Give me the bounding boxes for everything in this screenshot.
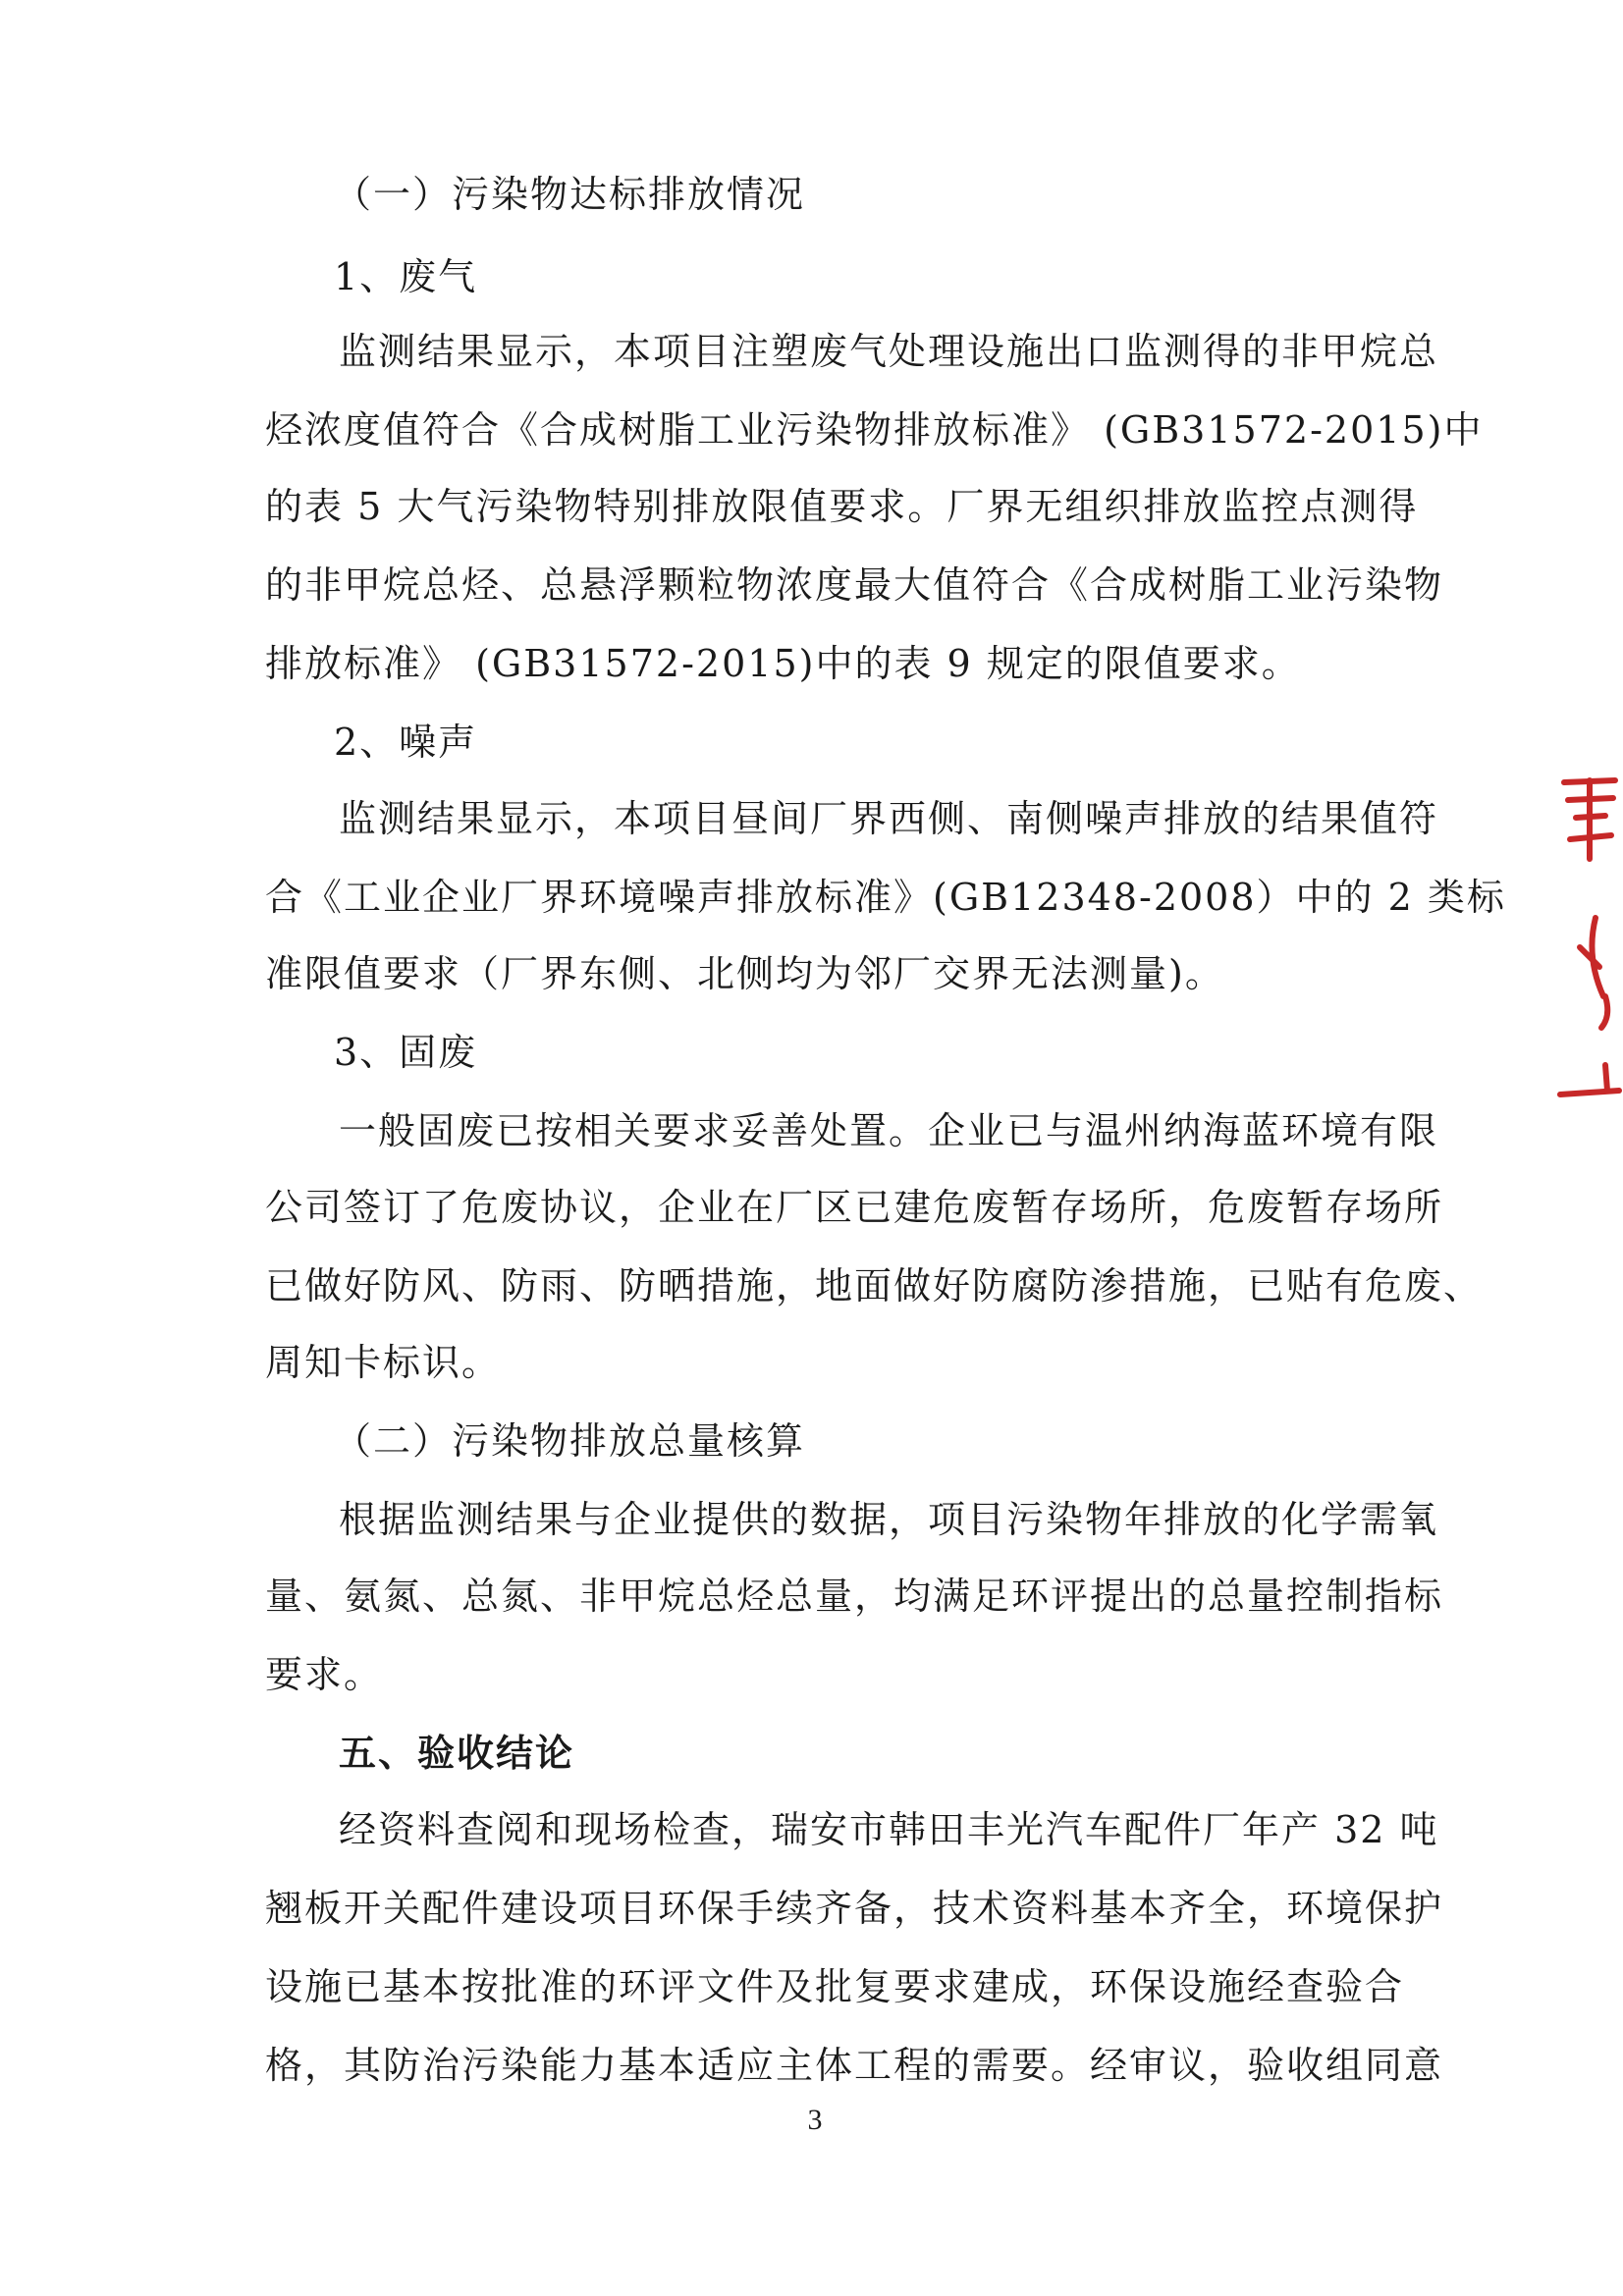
paragraph-line: 要求。 <box>265 1653 384 1696</box>
paragraph-line: 的非甲烷总烃、总悬浮颗粒物浓度最大值符合《合成树脂工业污染物 <box>265 563 1444 607</box>
paragraph-line: 经资料查阅和现场检查，瑞安市韩田丰光汽车配件厂年产 32 吨 <box>339 1808 1439 1851</box>
paragraph-line: 准限值要求（厂界东侧、北侧均为邻厂交界无法测量)。 <box>265 952 1224 995</box>
section-heading-pollutant-compliance: （一）污染物达标排放情况 <box>334 173 806 216</box>
paragraph-line: 排放标准》 (GB31572-2015)中的表 9 规定的限值要求。 <box>265 642 1301 685</box>
section-heading-acceptance-conclusion: 五、验收结论 <box>339 1731 575 1775</box>
paragraph-line: 监测结果显示，本项目昼间厂界西侧、南侧噪声排放的结果值符 <box>339 797 1439 840</box>
paragraph-line: 量、氨氮、总氮、非甲烷总烃总量，均满足环评提出的总量控制指标 <box>265 1575 1444 1618</box>
subheading-solid-waste: 3、固废 <box>334 1031 478 1074</box>
paragraph-line: 烃浓度值符合《合成树脂工业污染物排放标准》 (GB31572-2015)中 <box>265 408 1484 452</box>
paragraph-line: 格，其防治污染能力基本适应主体工程的需要。经审议，验收组同意 <box>265 2044 1444 2087</box>
subheading-noise: 2、噪声 <box>334 721 478 764</box>
subheading-waste-gas: 1、废气 <box>334 255 478 298</box>
paragraph-line: 翘板开关配件建设项目环保手续齐备，技术资料基本齐全，环境保护 <box>265 1887 1444 1930</box>
paragraph-line: 合《工业企业厂界环境噪声排放标准》(GB12348-2008）中的 2 类标 <box>265 876 1506 919</box>
paragraph-line: 监测结果显示，本项目注塑废气处理设施出口监测得的非甲烷总 <box>339 330 1439 373</box>
paragraph-line: 已做好防风、防雨、防晒措施，地面做好防腐防渗措施，已贴有危废、 <box>265 1264 1484 1308</box>
paragraph-line: 公司签订了危废协议，企业在厂区已建危废暂存场所，危废暂存场所 <box>265 1186 1444 1229</box>
page-number: 3 <box>807 2104 823 2136</box>
paragraph-line: 周知卡标识。 <box>265 1341 502 1384</box>
seal-mark-icon <box>1556 771 1623 1104</box>
paragraph-line: 设施已基本按批准的环评文件及批复要求建成，环保设施经查验合 <box>265 1965 1405 2008</box>
paragraph-line: 的表 5 大气污染物特别排放限值要求。厂界无组织排放监控点测得 <box>265 485 1419 528</box>
paragraph-line: 根据监测结果与企业提供的数据，项目污染物年排放的化学需氧 <box>339 1498 1439 1541</box>
section-heading-total-emissions: （二）污染物排放总量核算 <box>334 1419 806 1463</box>
paragraph-line: 一般固废已按相关要求妥善处置。企业已与温州纳海蓝环境有限 <box>339 1109 1439 1152</box>
